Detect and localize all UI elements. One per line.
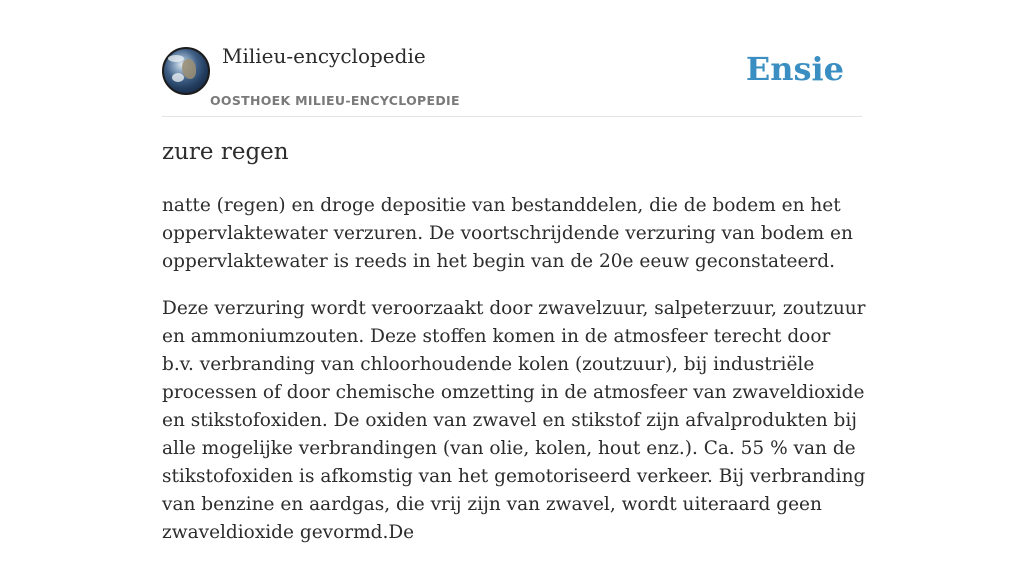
article-term: zure regen xyxy=(162,139,289,165)
earth-globe-icon[interactable] xyxy=(162,47,210,95)
site-subtitle[interactable]: OOSTHOEK MILIEU-ENCYCLOPEDIE xyxy=(210,93,460,108)
article-body xyxy=(162,192,867,566)
header xyxy=(162,0,862,117)
article-paragraph: natte (regen) en droge depositie van bestanddelen, die de bodem en het oppervlaktewater verzuren. De voortschrijdende verzuring van bodem en oppervlaktewater is reeds in het begin van de 20e eeuw geconstateerd. xyxy=(162,195,853,272)
site-title[interactable]: Milieu-encyclopedie xyxy=(222,44,426,68)
brand-logo[interactable]: Ensie xyxy=(745,50,844,88)
article-paragraph: Deze verzuring wordt veroorzaakt door zwavelzuur, salpeterzuur, zoutzuur en ammoniumzouten. Deze stoffen komen in de atmosfeer terecht door b.v. verbranding van chloorhoudende kolen (zoutzuur), bij industriële processen of door chemische omzetting in de atmosfeer van zwaveldioxide en stikstofoxiden. De oxiden van zwavel en stikstof zijn afvalprodukten bij alle mogelijke verbrandingen (van olie, kolen, hout enz.). Ca. 55 % van de stikstofoxiden is afkomstig van het gemotoriseerd verkeer. Bij verbranding van benzine en aardgas, die vrij zijn van zwavel, wordt uiteraard geen zwaveldioxide gevormd.De xyxy=(162,298,866,543)
